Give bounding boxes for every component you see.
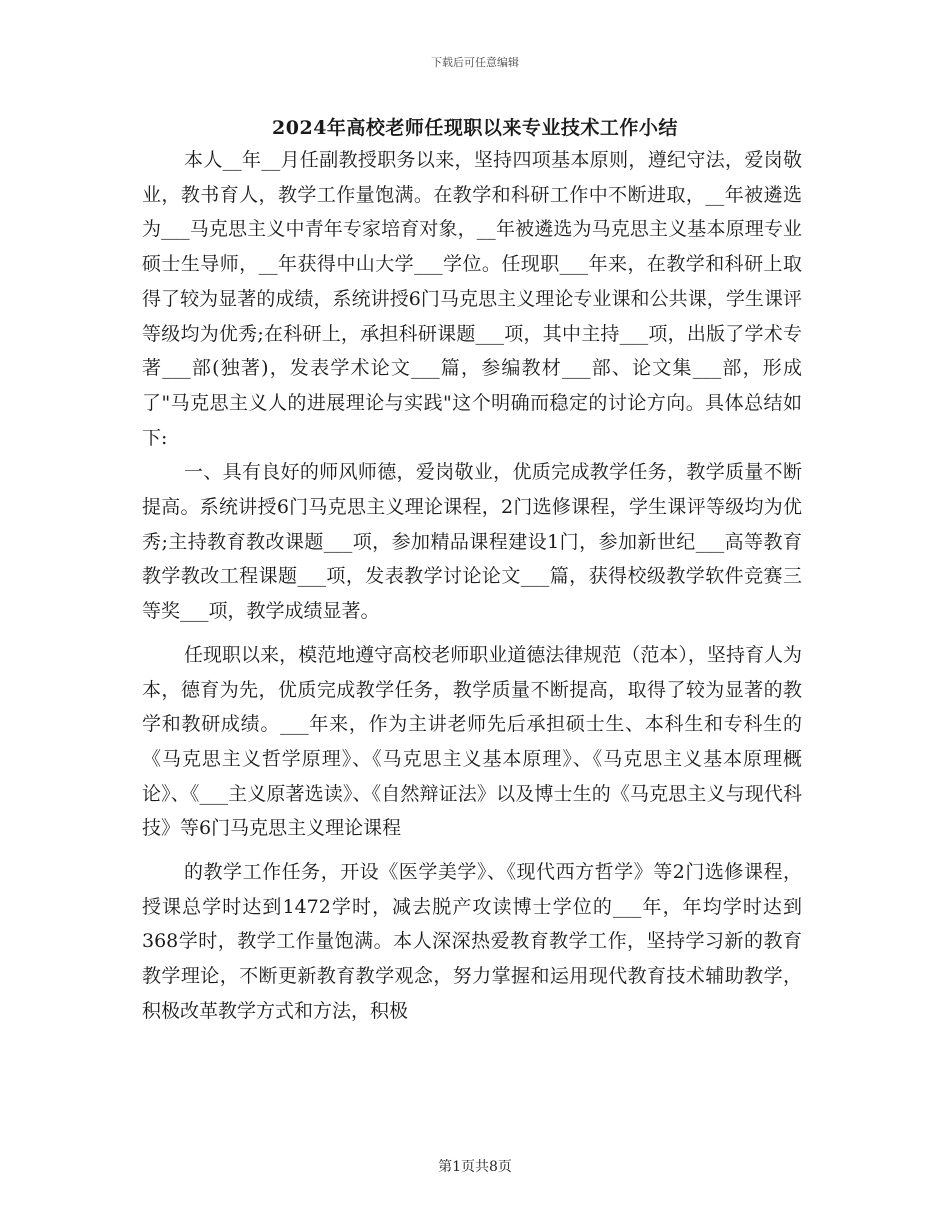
paragraph-section-one: 一、具有良好的师风师德，爱岗敬业，优质完成教学任务，教学质量不断提高。系统讲授6门马克思主义理论课程，2门选修课程，学生课评等级均为优秀;主持教育教改课题___项，参加精品课程建设1门，参加新世纪___高等教育教学教改工程课题___项，发表教学讨论论文___篇，获得校级教学软件竞赛三等奖___项，教学成绩显著。 <box>142 461 802 623</box>
paragraph-teaching-continued: 的教学工作任务，开设《医学美学》、《现代西方哲学》等2门选修课程，授课总学时达到1472学时，减去脱产攻读博士学位的___年，年均学时达到368学时，教学工作量饱满。本人深深热爱教育教学工作，坚持学习新的教育教学理论，不断更新教育教学观念，努力掌握和运用现代教育技术辅助教学，积极改革教学方式和方法，积极 <box>142 861 802 1022</box>
page-header-note: 下载后可任意编辑 <box>431 56 519 69</box>
paragraph-teaching: 任现职以来，模范地遵守高校老师职业道德法律规范（范本），坚持育人为本，德育为先，优质完成教学任务，教学质量不断提高，取得了较为显著的教学和教研成绩。___年来，作为主讲老师先后承担硕士生、本科生和专科生的《马克思主义哲学原理》、《马克思主义基本原理》、《马克思主义基本原理概论》、《___主义原著选读》、《自然辩证法》以及博士生的《马克思主义与现代科技》等6门马克思主义理论课程 <box>142 643 802 840</box>
paragraph-intro: 本人__年__月任副教授职务以来，坚持四项基本原则，遵纪守法，爱岗敬业，教书育人，教学工作量饱满。在教学和科研工作中不断进取，__年被遴选为___马克思主义中青年专家培育对象，__年被遴选为马克思主义基本原理专业硕士生导师，__年获得中山大学___学位。任现职___年来，在教学和科研上取得了较为显著的成绩，系统讲授6门马克思主义理论专业课和公共课，学生课评等级均为优秀;在科研上，承担科研课题___项，其中主持___项，出版了学术专著___部(独著)，发表学术论文___篇，参编教材___部、论文集___部，形成了"马克思主义人的进展理论与实践"这个明确而稳定的讨论方向。具体总结如下: <box>142 149 802 449</box>
page-number: 第1页共8页 <box>438 1159 512 1175</box>
document-body <box>142 143 802 1029</box>
document-title: 2024年高校老师任现职以来专业技术工作小结 <box>272 117 678 139</box>
